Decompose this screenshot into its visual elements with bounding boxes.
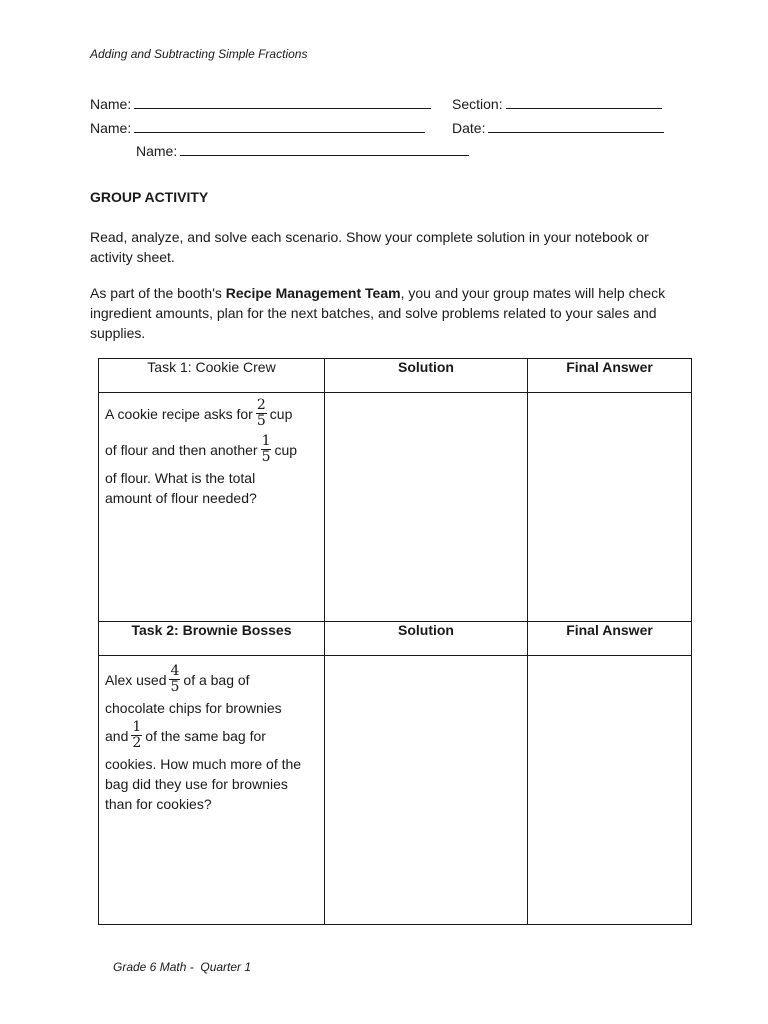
task-2-solution-cell[interactable] [325,656,528,925]
intro-text-continued: , you and your group mates will help check ingredient amounts, plan for the next batches, and solve problems related to your sales and supplies. [90,285,666,341]
name-label: Name: [90,96,132,112]
document-title: Adding and Subtracting Simple Fractions [90,47,308,61]
task-2-answer-cell[interactable] [528,656,692,925]
name-label: Name: [136,143,178,159]
fraction: $\frac{1}{5}$ [261,432,271,465]
fraction: $\frac{2}{5}$ [256,396,266,429]
task-1-problem: A cookie recipe asks for $\frac{2}{5}$ cup of flour and then another $\frac{1}{5}$ cup of flour. What is the total amount of flour needed? [105,396,298,506]
name-blank[interactable] [180,142,469,156]
intro-paragraph [90,283,690,343]
name-field-1 [90,95,431,112]
date-blank[interactable] [488,119,664,133]
task-1-header-row [99,359,692,393]
name-blank[interactable] [134,119,425,133]
task-2-problem-cell [99,656,325,925]
task-table [98,358,692,925]
name-label: Name: [90,120,132,136]
name-field-3 [136,142,469,159]
section-field [452,95,662,112]
fraction: $\frac{4}{5}$ [170,662,180,695]
final-answer-header: Final Answer [528,359,692,393]
instructions-paragraph: Read, analyze, and solve each scenario. Show your complete solution in your notebook or activity sheet. [90,229,649,265]
solution-header: Solution [325,359,528,393]
task-1-answer-cell[interactable] [528,393,692,622]
task-2-problem: Alex used $\frac{4}{5}$ of a bag of chocolate chips for brownies and $\frac{1}{2}$ of the same bag for cookies. How much more of the bag did they use for brownies than for cookies? [105,662,302,812]
date-label: Date: [452,120,486,136]
final-answer-header: Final Answer [528,622,692,656]
date-field [452,119,664,136]
team-name: Recipe Management Team [225,285,401,301]
section-label: Section: [452,96,503,112]
task-1-solution-cell[interactable] [325,393,528,622]
name-blank[interactable] [134,95,431,109]
task-1-problem-cell [99,393,325,622]
fraction: $\frac{1}{2}$ [132,718,142,751]
solution-header: Solution [325,622,528,656]
task-1-row [99,393,692,622]
task-1-title: Task 1: Cookie Crew [99,359,325,393]
section-blank[interactable] [506,95,662,109]
task-2-title: Task 2: Brownie Bosses [99,622,325,656]
name-field-2 [90,119,425,136]
intro-text: As part of the booth's [90,285,226,301]
task-2-header-row [99,622,692,656]
page-footer: Grade 6 Math - Quarter 1 [113,960,252,974]
section-heading: GROUP ACTIVITY [90,189,209,205]
task-2-row [99,656,692,925]
